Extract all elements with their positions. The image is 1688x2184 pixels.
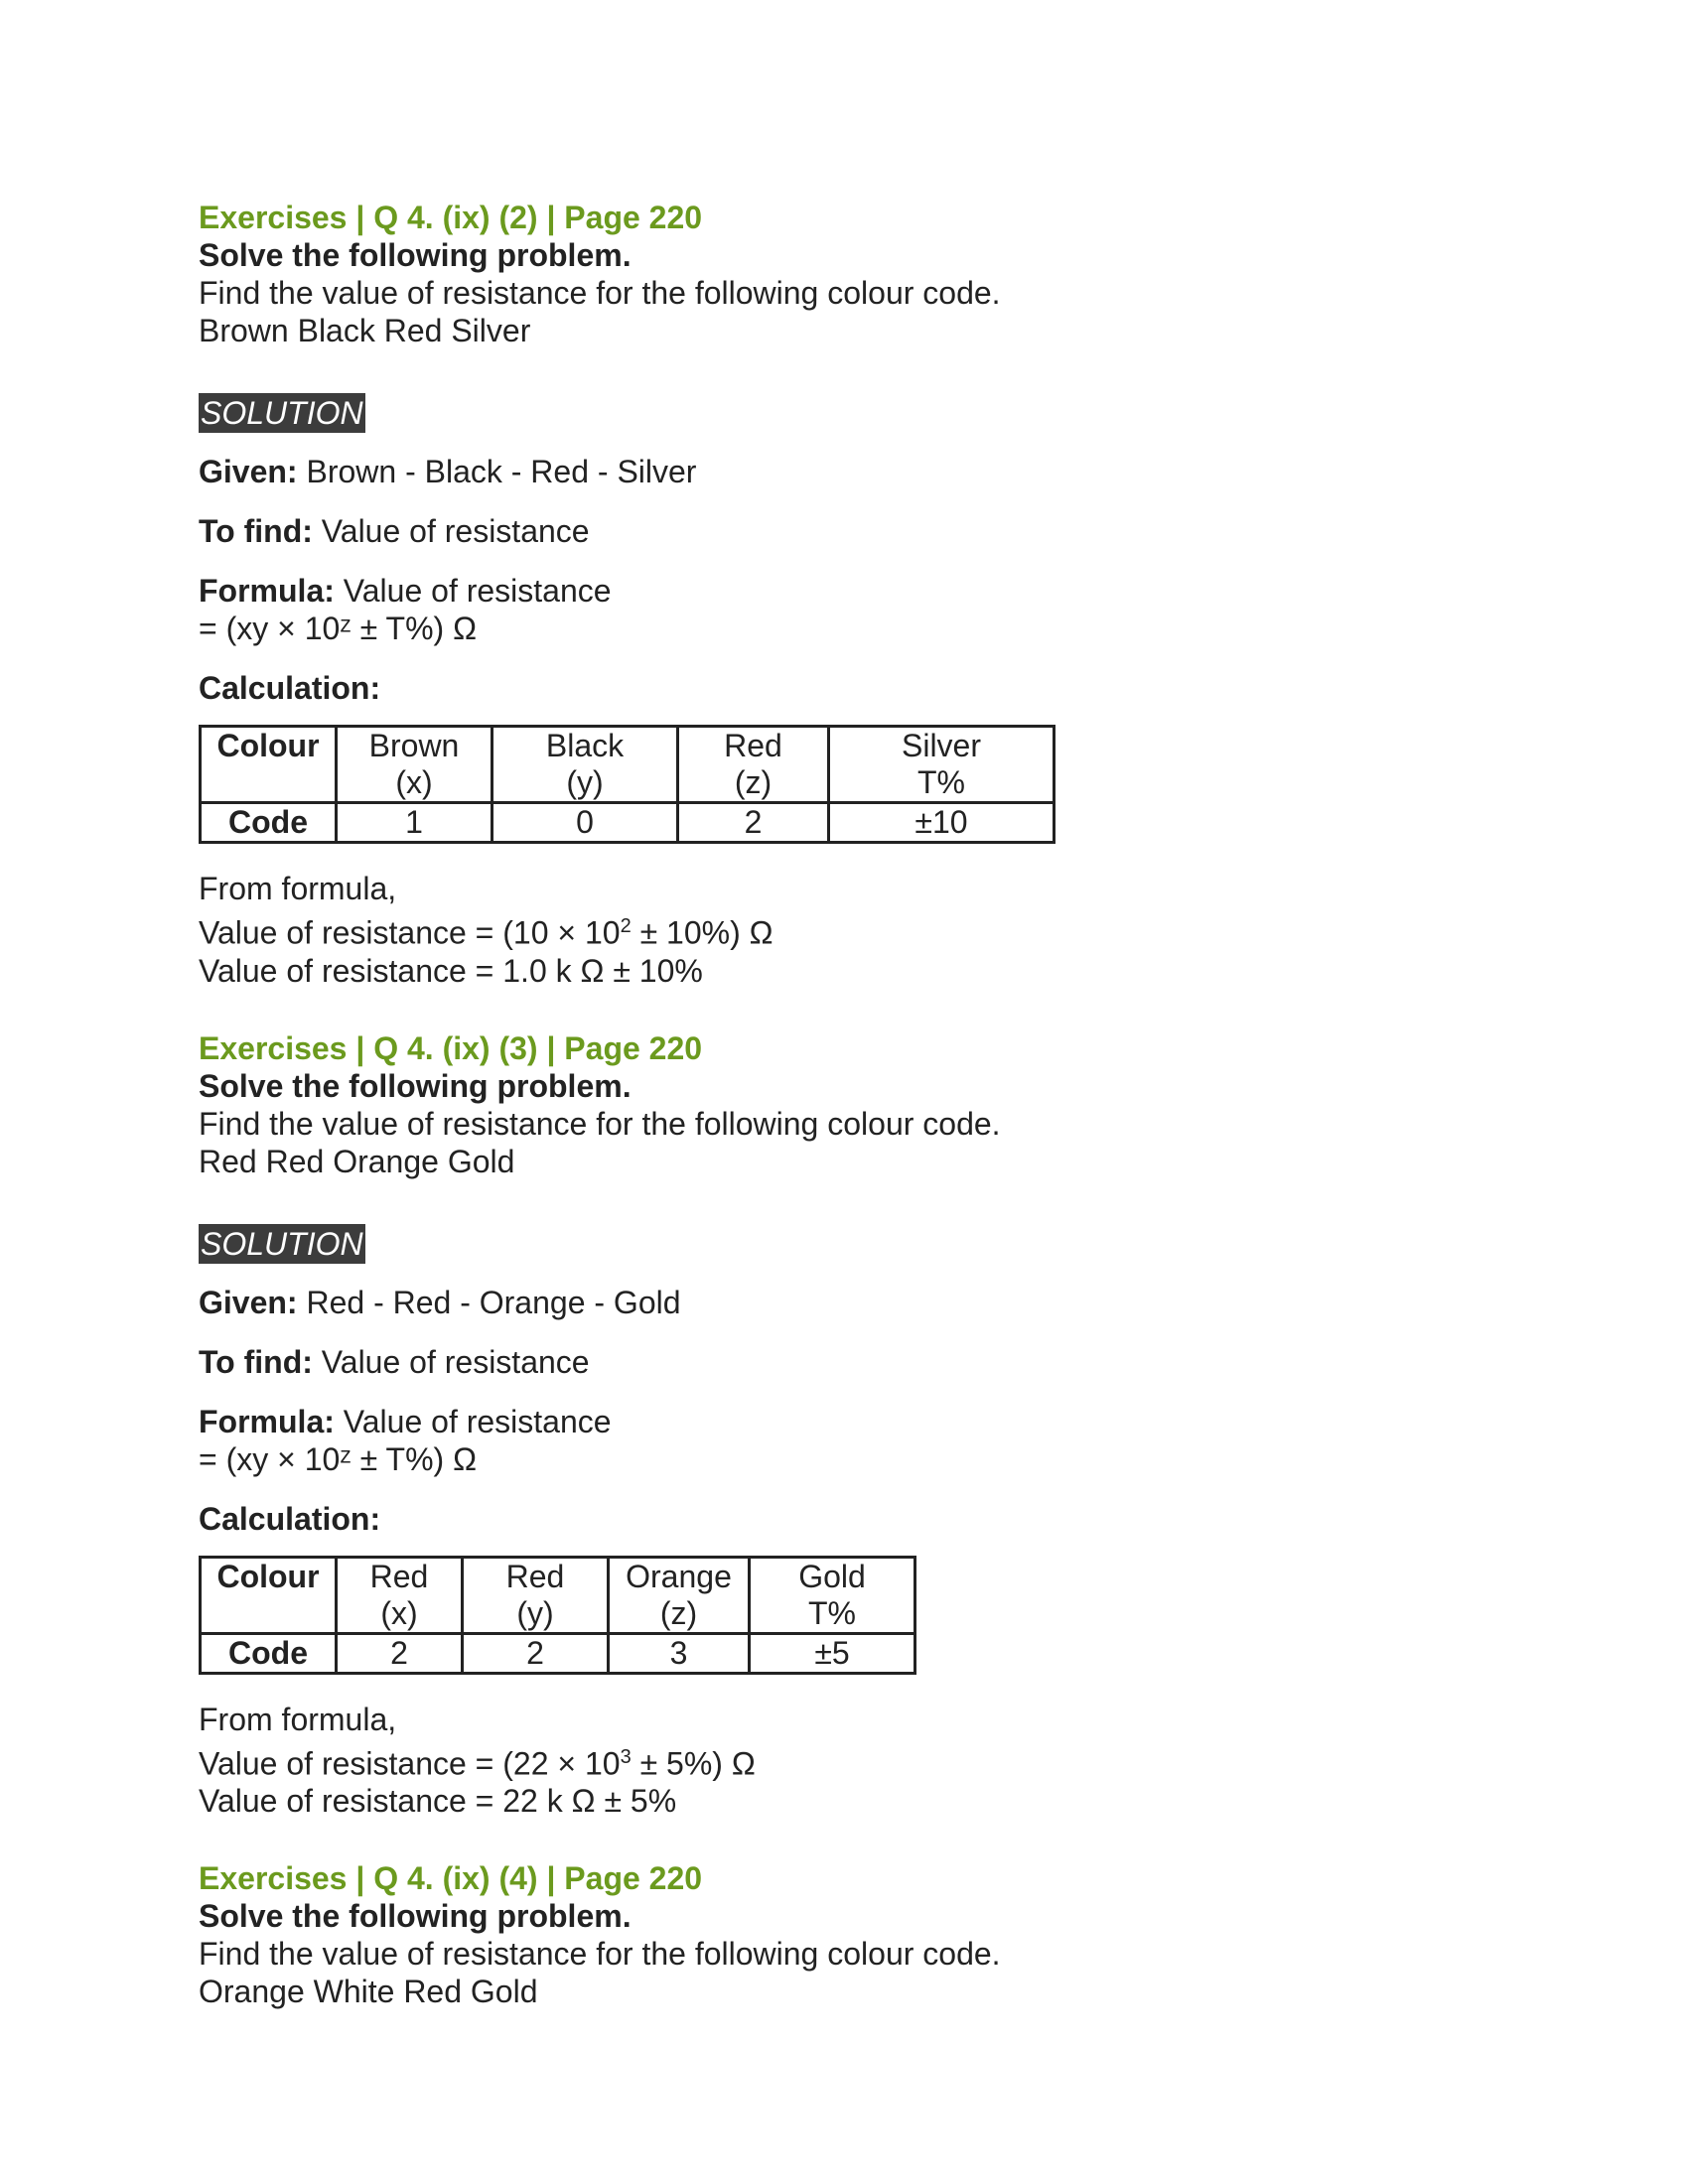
code-cell: 2 [463, 1633, 609, 1673]
exercise-q4-ix-4 [199, 1859, 1489, 2010]
document-body [199, 199, 1489, 2050]
result-line-2: Value of resistance = 22 k Ω ± 5% [199, 1783, 677, 1820]
exercise-prompt: Solve the following problem. [199, 237, 632, 273]
code-row [201, 1633, 915, 1673]
from-formula: From formula, [199, 871, 397, 906]
code-cell: 0 [492, 803, 678, 843]
solution-badge: SOLUTION [201, 1225, 363, 1262]
tofind-value: Value of resistance [321, 1343, 590, 1380]
formula-label: Formula: [199, 573, 335, 609]
colour-row-head: Colour [201, 1557, 337, 1633]
exercise-question: Find the value of resistance for the following colour code. [199, 1105, 1001, 1142]
formula-expression: = (xy × 10ᶻ ± T%) Ω [199, 1440, 477, 1477]
given-value: Red - Red - Orange - Gold [306, 1284, 681, 1320]
exercise-prompt: Solve the following problem. [199, 1067, 632, 1104]
code-cell: 2 [678, 803, 829, 843]
exercise-colours: Brown Black Red Silver [199, 313, 531, 348]
from-formula: From formula, [199, 1701, 397, 1737]
code-row [201, 803, 1055, 843]
tofind-field [199, 1343, 1489, 1381]
formula-expression: = (xy × 10ᶻ ± T%) Ω [199, 611, 477, 646]
exercise-header: Exercises | Q 4. (ix) (3) | Page 220 [199, 1029, 703, 1066]
colour-cell: Red (x) [337, 1557, 463, 1633]
exercise-colours: Red Red Orange Gold [199, 1143, 515, 1179]
formula-label: Formula: [199, 1403, 335, 1439]
colour-cell: Gold T% [750, 1557, 915, 1633]
tofind-label: To find: [199, 513, 313, 549]
formula-field [199, 1403, 1489, 1478]
colour-cell: Brown (x) [337, 727, 492, 803]
colour-row [201, 1557, 915, 1633]
code-row-head: Code [201, 803, 337, 843]
formula-field [199, 572, 1489, 647]
code-cell: 2 [337, 1633, 463, 1673]
code-cell: ±10 [829, 803, 1055, 843]
exercise-q4-ix-2 [199, 199, 1489, 990]
exercise-header: Exercises | Q 4. (ix) (2) | Page 220 [199, 200, 703, 235]
colour-cell: Red (z) [678, 727, 829, 803]
colour-cell: Silver T% [829, 727, 1055, 803]
result-line-1: Value of resistance = $(10 \times 10^2 \pm 10\%)$ Ω [199, 914, 774, 951]
formula-text: Value of resistance [343, 1403, 612, 1439]
exercise-prompt: Solve the following problem. [199, 1898, 632, 1935]
tofind-field [199, 512, 1489, 550]
given-label: Given: [199, 1284, 298, 1320]
code-row-head: Code [201, 1633, 337, 1673]
colour-row-head: Colour [201, 727, 337, 803]
result-line-2: Value of resistance = 1.0 k Ω ± 10% [199, 952, 703, 989]
code-cell: 1 [337, 803, 492, 843]
colour-code-table [199, 1556, 916, 1675]
exercise-question: Find the value of resistance for the following colour code. [199, 1936, 1001, 1973]
tofind-label: To find: [199, 1343, 313, 1380]
given-field [199, 453, 1489, 490]
code-cell: 3 [609, 1633, 750, 1673]
exercise-colours: Orange White Red Gold [199, 1974, 538, 2010]
calculation-label: Calculation: [199, 670, 381, 706]
given-label: Given: [199, 454, 298, 489]
colour-cell: Red (y) [463, 1557, 609, 1633]
calculation-label: Calculation: [199, 1500, 381, 1537]
formula-text: Value of resistance [343, 573, 612, 609]
colour-code-table [199, 725, 1055, 844]
solution-badge: SOLUTION [201, 395, 363, 431]
exercise-q4-ix-3 [199, 1029, 1489, 1821]
exercise-question: Find the value of resistance for the following colour code. [199, 275, 1001, 311]
given-field [199, 1284, 1489, 1321]
code-cell: ±5 [750, 1633, 915, 1673]
given-value: Brown - Black - Red - Silver [306, 454, 697, 489]
colour-cell: Orange (z) [609, 1557, 750, 1633]
result-line-1: Value of resistance = $(22 \times 10^3 \pm 5\%)$ Ω [199, 1745, 756, 1782]
tofind-value: Value of resistance [321, 513, 590, 549]
exercise-header: Exercises | Q 4. (ix) (4) | Page 220 [199, 1860, 703, 1897]
colour-cell: Black (y) [492, 727, 678, 803]
colour-row [201, 727, 1055, 803]
